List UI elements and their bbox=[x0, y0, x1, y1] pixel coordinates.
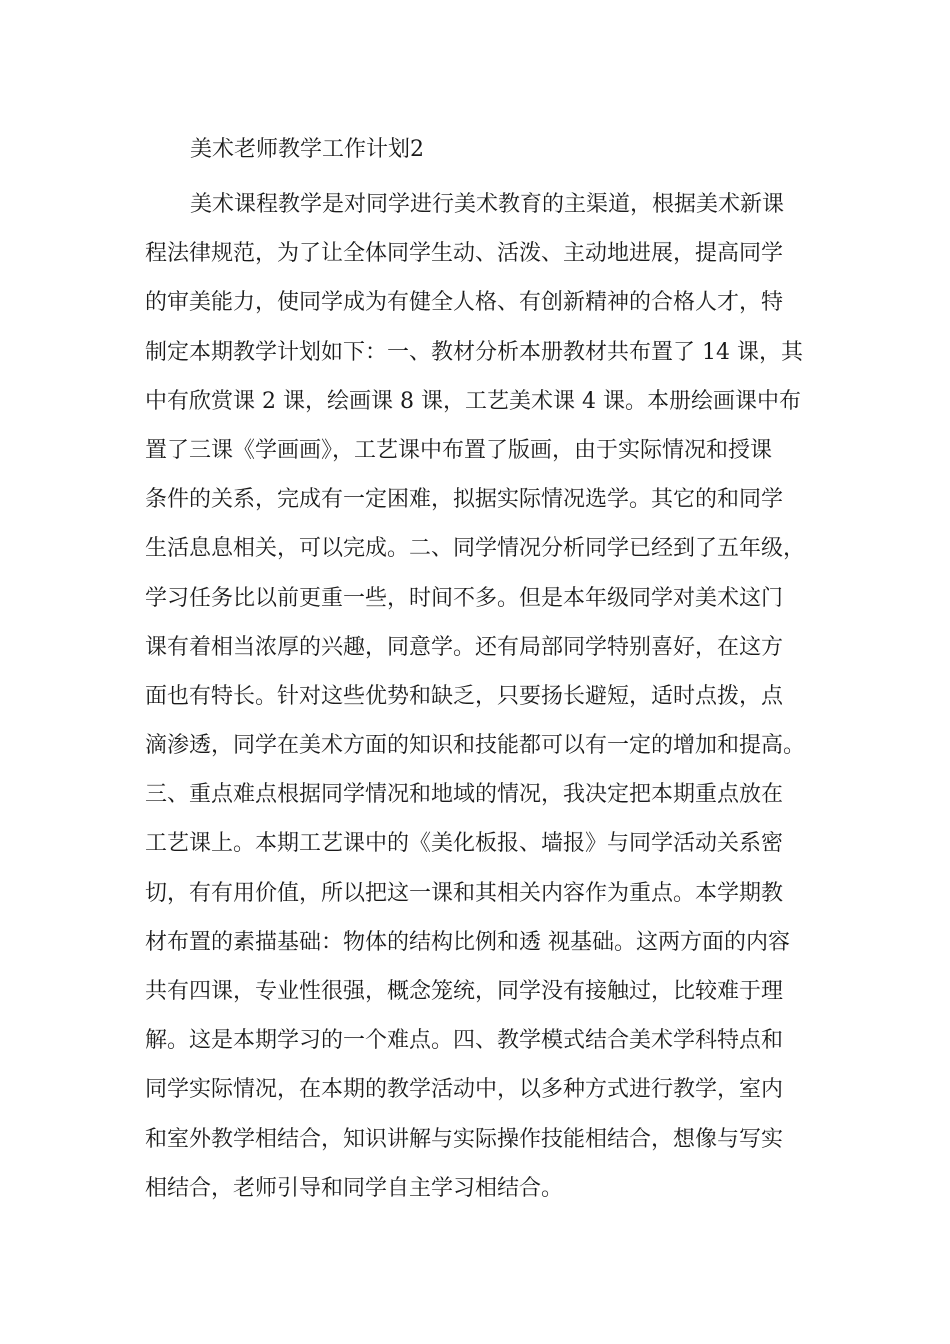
body-line: 和室外教学相结合，知识讲解与实际操作技能相结合，想像与写实 bbox=[145, 1126, 784, 1152]
body-line: 面也有特长。针对这些优势和缺乏，只要扬长避短，适时点拨，点 bbox=[145, 683, 784, 709]
body-line: 条件的关系，完成有一定困难，拟据实际情况选学。其它的和同学 bbox=[145, 487, 784, 513]
body-line: 工艺课上。本期工艺课中的《美化板报、墙报》与同学活动关系密 bbox=[145, 831, 784, 857]
body-line: 置了三课《学画画》，工艺课中布置了版画，由于实际情况和授课 bbox=[145, 437, 773, 463]
body-line: 解。这是本期学习的一个难点。四、教学模式结合美术学科特点和 bbox=[145, 1028, 784, 1054]
body-line: 生活息息相关，可以完成。二、同学情况分析同学已经到了五年级， bbox=[145, 536, 806, 562]
body-line: 程法律规范，为了让全体同学生动、活泼、主动地进展，提高同学 bbox=[145, 241, 784, 267]
document-title: 美术老师教学工作计划2 bbox=[190, 137, 424, 162]
body-line: 美术课程教学是对同学进行美术教育的主渠道，根据美术新课 bbox=[190, 192, 785, 217]
body-line: 制定本期教学计划如下：一、教材分析本册教材共布置了 14 课，其 bbox=[145, 339, 803, 365]
body-line: 三、重点难点根据同学情况和地域的情况，我决定把本期重点放在 bbox=[145, 782, 784, 808]
body-line: 共有四课，专业性很强，概念笼统，同学没有接触过，比较难于理 bbox=[145, 979, 784, 1004]
body-line: 学习任务比以前更重一些，时间不多。但是本年级同学对美术这门 bbox=[145, 585, 784, 611]
body-line: 课有着相当浓厚的兴趣，同意学。还有局部同学特别喜好，在这方 bbox=[145, 634, 784, 660]
body-line: 材布置的素描基础：物体的结构比例和透 视基础。这两方面的内容 bbox=[145, 929, 790, 955]
body-line: 滴渗透，同学在美术方面的知识和技能都可以有一定的增加和提高。 bbox=[145, 733, 806, 759]
body-line: 中有欣赏课 2 课，绘画课 8 课，工艺美术课 4 课。本册绘画课中布 bbox=[145, 388, 801, 414]
body-line: 的审美能力，使同学成为有健全人格、有创新精神的合格人才，特 bbox=[145, 290, 784, 316]
body-line: 切，有有用价值，所以把这一课和其相关内容作为重点。本学期教 bbox=[145, 880, 784, 906]
body-line: 相结合，老师引导和同学自主学习相结合。 bbox=[145, 1175, 564, 1201]
body-line: 同学实际情况，在本期的教学活动中，以多种方式进行教学，室内 bbox=[145, 1077, 784, 1103]
document-body bbox=[145, 180, 815, 1213]
